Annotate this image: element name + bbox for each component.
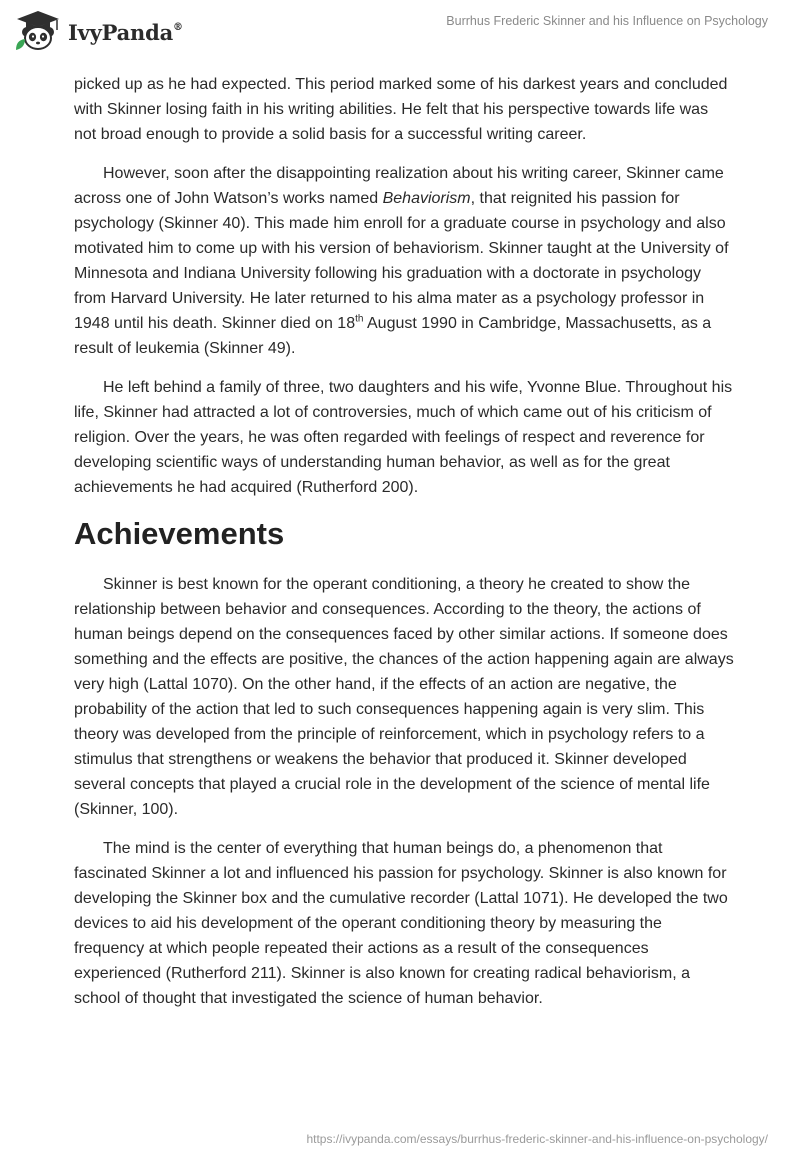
source-url[interactable]: https://ivypanda.com/essays/burrhus-frederic-skinner-and-his-influence-on-psychology/ [306,1132,768,1146]
paragraph: The mind is the center of everything that human beings do, a phenomenon that fascinated Skinner a lot and influenced his passion for psychology. Skinner is also known for developing the Skinner box and the cumulative recorder (Lattal 1071). He developed the two devices to aid his development of the operant conditioning theory by measuring the frequency at which people repeated their actions as a result of the consequences experienced (Rutherford 211). Skinner is also known for creating radical behaviorism, a school of thought that investigated the science of human behavior. [74,840,728,1007]
paragraph: He left behind a family of three, two daughters and his wife, Yvonne Blue. Throughout his life, Skinner had attracted a lot of controversies, much of which came out of his criticism of religion. Over the years, he was often regarded with feelings of respect and reverence for developing scientific ways of understanding human behavior, as well as for the great achievements he had acquired (Rutherford 200). [74,379,733,496]
panda-logo-icon [14,10,62,50]
page-header [0,0,800,70]
ivypanda-logo[interactable] [14,10,183,50]
document-title: Burrhus Frederic Skinner and his Influence on Psychology [446,14,768,28]
essay-body [74,72,734,1025]
paragraph: Skinner is best known for the operant conditioning, a theory he created to show the relationship between behavior and consequences. According to the theory, the actions of human beings depend on the consequences faced by other similar actions. If someone does something and the effects are positive, the chances of the action happening again are always very high (Lattal 1070). On the other hand, if the effects of an action are negative, the probability of the action that led to such consequences happening again is very slim. This theory was developed from the principle of reinforcement, which in psychology refers to a stimulus that strengthens or weakens the behavior that produced it. Skinner developed several concepts that played a crucial role in the development of the science of mental life (Skinner, 100). [74,576,734,818]
section-heading: Achievements [74,516,285,551]
paragraph: picked up as he had expected. This period marked some of his darkest years and concluded with Skinner losing faith in his writing abilities. He felt that his perspective towards life was not broad enough to provide a solid basis for a successful writing career. [74,76,728,143]
logo-wordmark: IvyPanda® [68,19,183,45]
book-title: Behaviorism [382,190,471,207]
paragraph: However, soon after the disappointing realization about his writing career, Skinner came across one of John Watson’s works named Behaviorism, that reignited his passion for psychology (Skinner 40). This made him enroll for a graduate course in psychology and also motivated him to come up with his version of behaviorism. Skinner taught at the University of Minnesota and Indiana University following his graduation with a doctorate in psychology from Harvard University. He later returned to his alma mater as a psychology professor in 1948 until his death. Skinner died on 18th August 1990 in Cambridge, Massachusetts, as a result of leukemia (Skinner 49). [74,165,729,357]
